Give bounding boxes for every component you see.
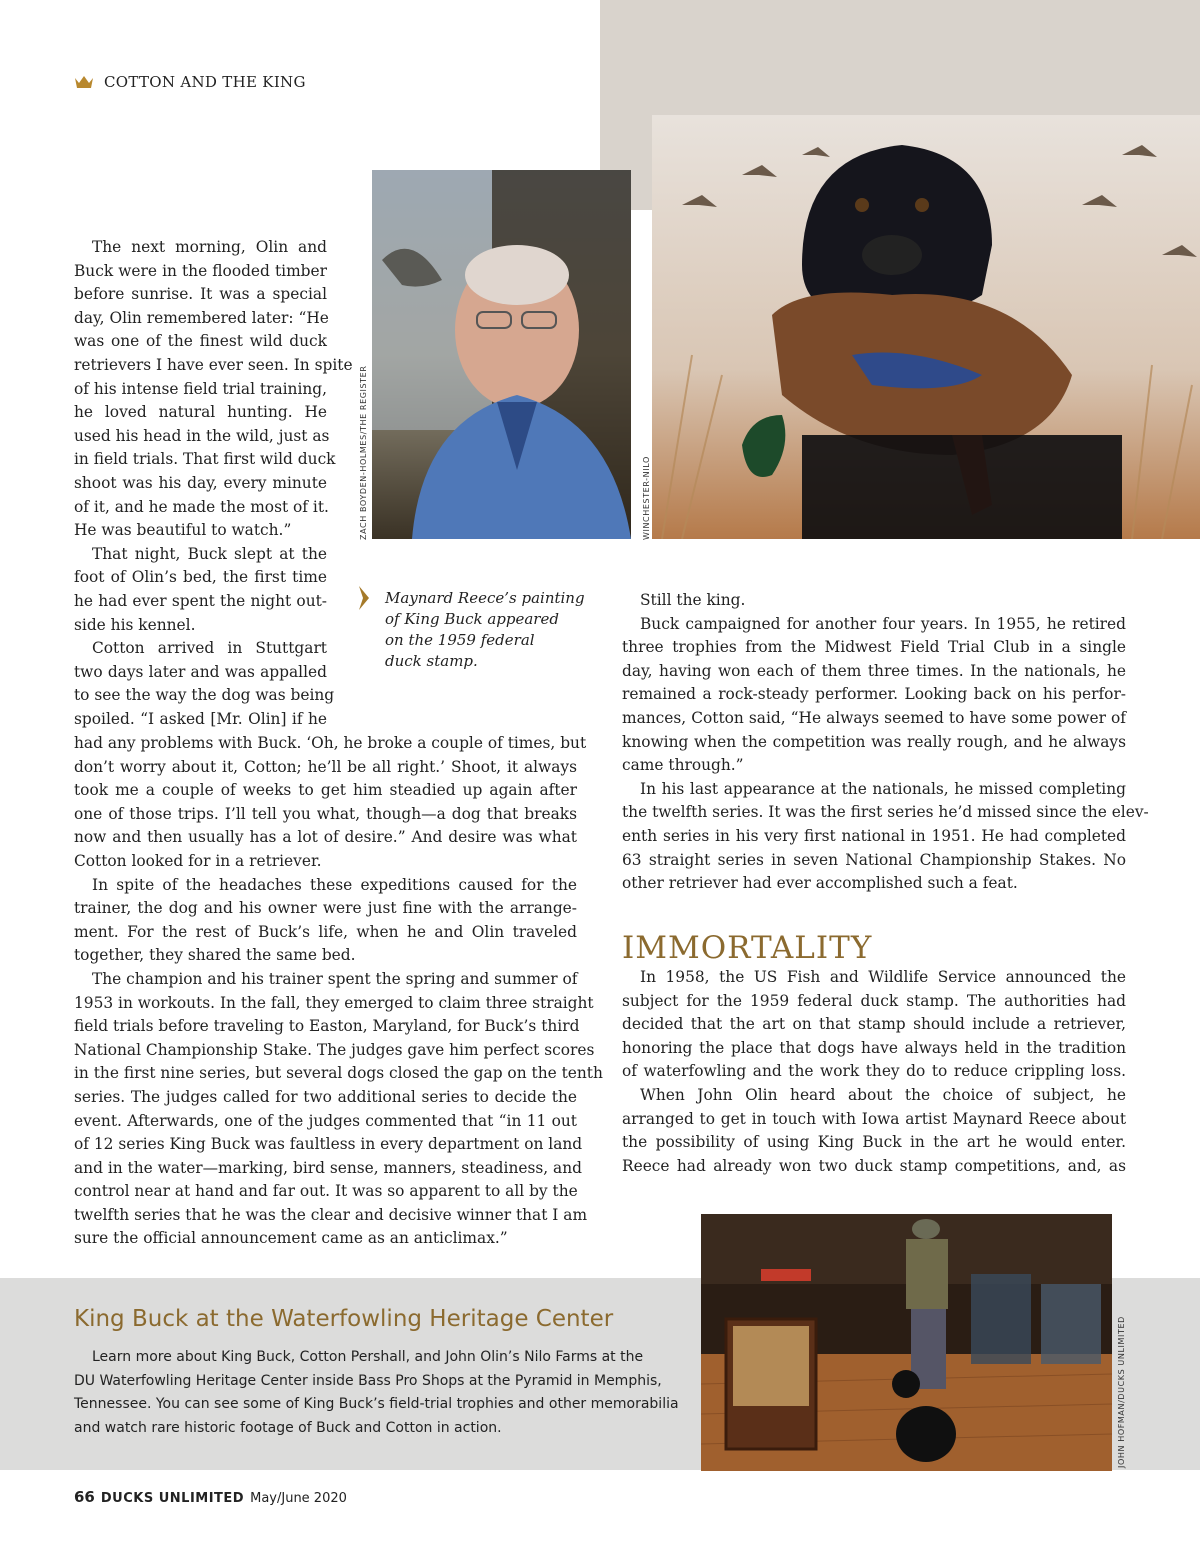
text-line: of his intense field trial training,: [74, 379, 328, 398]
text-line: Buck were in the flooded timber: [74, 261, 327, 280]
text-line: he had ever spent the night out-: [74, 591, 327, 610]
section-heading: IMMORTALITY: [622, 930, 873, 966]
text-line: Buck campaigned for another four years. In 1955, he retired: [640, 614, 1126, 633]
portrait-photo-credit: ZACH BOYDEN-HOLMES/THE REGISTER: [359, 365, 368, 540]
text-line: knowing when the competition was really rough, and he always: [622, 732, 1126, 751]
text-line: he loved natural hunting. He: [74, 403, 327, 422]
text-line: National Championship Stake. The judges gave him perfect scores: [74, 1040, 595, 1059]
painting-photo: [652, 115, 1200, 539]
text-line: of it, and he made the most of it.: [74, 497, 329, 516]
page-number: 66: [74, 1488, 95, 1506]
text-line: That night, Buck slept at the: [92, 544, 327, 563]
text-line: to see the way the dog was being: [74, 686, 335, 705]
text-line: He was beautiful to watch.”: [74, 521, 292, 540]
painting-photo-credit: WINCHESTER-NILO: [642, 456, 651, 540]
text-line: Still the king.: [640, 591, 746, 609]
text-line: honoring the place that dogs have always held in the tradition: [622, 1038, 1126, 1057]
text-line: In spite of the headaches these expeditions caused for the: [92, 875, 577, 894]
text-line: came through.”: [622, 756, 744, 775]
right-column-bottom: [622, 966, 1126, 1178]
left-column-wide: [74, 732, 603, 1251]
caption-line: Maynard Reece’s painting: [385, 589, 585, 607]
sidebar-box-line: DU Waterfowling Heritage Center inside Bass Pro Shops at the Pyramid in Memphis,: [74, 1372, 662, 1389]
heritage-center-photo-credit: JOHN HOFMAN/DUCKS UNLIMITED: [1117, 1316, 1126, 1468]
text-line: side his kennel.: [74, 615, 196, 634]
text-line: The champion and his trainer spent the spring and summer of: [92, 969, 578, 988]
text-line: series. The judges called for two additional series to decide the: [74, 1087, 577, 1106]
heritage-center-photo: [701, 1214, 1112, 1471]
text-line: before sunrise. It was a special: [74, 285, 327, 304]
text-line: event. Afterwards, one of the judges commented that “in 11 out: [74, 1111, 577, 1130]
text-line: was one of the finest wild duck: [74, 332, 327, 351]
text-line: three trophies from the Midwest Field Trial Club in a single: [622, 638, 1126, 657]
text-line: The next morning, Olin and: [92, 238, 327, 256]
text-line: remained a rock-steady performer. Looking back on his perfor-: [622, 685, 1126, 704]
text-line: took me a couple of weeks to get him steadied up again after: [74, 781, 577, 800]
text-line: ment. For the rest of Buck’s life, when he and Olin traveled: [74, 922, 577, 941]
text-line: the twelfth series. It was the first series he’d missed since the elev-: [622, 803, 1149, 822]
text-line: In his last appearance at the nationals, he missed completing: [640, 779, 1126, 798]
text-line: Cotton arrived in Stuttgart: [92, 639, 327, 658]
text-line: arranged to get in touch with Iowa artist Maynard Reece about: [622, 1109, 1126, 1128]
portrait-photo: [372, 170, 631, 539]
text-line: twelfth series that he was the clear and decisive winner that I am: [74, 1205, 588, 1224]
text-line: trainer, the dog and his owner were just fine with the arrange-: [74, 899, 577, 918]
left-column-narrow: [74, 236, 353, 731]
section-title: COTTON AND THE KING: [104, 73, 306, 91]
text-line: In 1958, the US Fish and Wildlife Service announced the: [640, 968, 1126, 986]
caption-line: on the 1959 federal: [385, 631, 535, 649]
text-line: 63 straight series in seven National Championship Stakes. No: [622, 850, 1126, 869]
text-line: When John Olin heard about the choice of subject, he: [640, 1085, 1126, 1104]
caption-line: duck stamp.: [385, 652, 478, 670]
text-line: one of those trips. I’ll tell you what, though—a dog that breaks: [74, 804, 577, 823]
right-column-top: [622, 589, 1149, 896]
text-line: together, they shared the same bed.: [74, 946, 356, 965]
text-line: foot of Olin’s bed, the first time: [74, 568, 327, 587]
text-line: enth series in his very first national in 1951. He had completed: [622, 826, 1126, 845]
text-line: day, Olin remembered later: “He: [74, 308, 329, 327]
text-line: Reece had already won two duck stamp competitions, and, as: [622, 1156, 1126, 1175]
running-header: [74, 73, 306, 91]
text-line: mances, Cotton said, “He always seemed to have some power of: [622, 708, 1126, 727]
text-line: 1953 in workouts. In the fall, they emerged to claim three straight: [74, 993, 594, 1012]
text-line: day, having won each of them three times. In the nationals, he: [622, 661, 1126, 680]
text-line: shoot was his day, every minute: [74, 473, 327, 492]
text-line: two days later and was appalled: [74, 662, 327, 681]
text-line: decided that the art on that stamp should include a retriever,: [622, 1015, 1126, 1034]
text-line: of waterfowling and the work they do to reduce crippling loss.: [622, 1062, 1126, 1081]
sidebar-box-title: King Buck at the Waterfowling Heritage Center: [74, 1306, 614, 1332]
text-line: now and then usually has a lot of desire.” And desire was what: [74, 828, 577, 847]
text-line: in field trials. That first wild duck: [74, 450, 336, 469]
text-line: the possibility of using King Buck in the art he would enter.: [622, 1133, 1126, 1152]
sidebar-box-line: and watch rare historic footage of Buck and Cotton in action.: [74, 1419, 502, 1436]
photo-caption: [360, 588, 600, 672]
text-line: sure the official announcement came as an anticlimax.”: [74, 1229, 508, 1248]
text-line: subject for the 1959 federal duck stamp. The authorities had: [622, 991, 1126, 1010]
sidebar-box-line: Learn more about King Buck, Cotton Pershall, and John Olin’s Nilo Farms at the: [92, 1349, 644, 1365]
crown-icon: [74, 75, 94, 89]
text-line: don’t worry about it, Cotton; he’ll be all right.’ Shoot, it always: [74, 757, 577, 776]
text-line: field trials before traveling to Easton, Maryland, for Buck’s third: [74, 1017, 580, 1036]
text-line: spoiled. “I asked [Mr. Olin] if he: [74, 709, 327, 728]
text-line: of 12 series King Buck was faultless in every department on land: [74, 1135, 583, 1154]
caption-line: of King Buck appeared: [385, 610, 559, 628]
text-line: retrievers I have ever seen. In spite: [74, 355, 353, 374]
page-footer: [74, 1488, 347, 1506]
text-line: Cotton looked for in a retriever.: [74, 851, 322, 870]
magazine-name: DUCKS UNLIMITED: [100, 1491, 245, 1506]
text-line: and in the water—marking, bird sense, manners, steadiness, and: [74, 1158, 582, 1177]
text-line: control near at hand and far out. It was so apparent to all by the: [74, 1182, 578, 1201]
text-line: had any problems with Buck. ‘Oh, he broke a couple of times, but: [74, 734, 587, 752]
sidebar-box-body: [74, 1346, 680, 1440]
text-line: in the first nine series, but several dogs closed the gap on the tenth: [74, 1064, 603, 1083]
issue-date: May/June 2020: [250, 1491, 347, 1506]
sidebar-box-line: Tennessee. You can see some of King Buck’s field-trial trophies and other memorabilia: [74, 1396, 679, 1412]
text-line: other retriever had ever accomplished such a feat.: [622, 874, 1018, 893]
text-line: used his head in the wild, just as: [74, 426, 330, 445]
